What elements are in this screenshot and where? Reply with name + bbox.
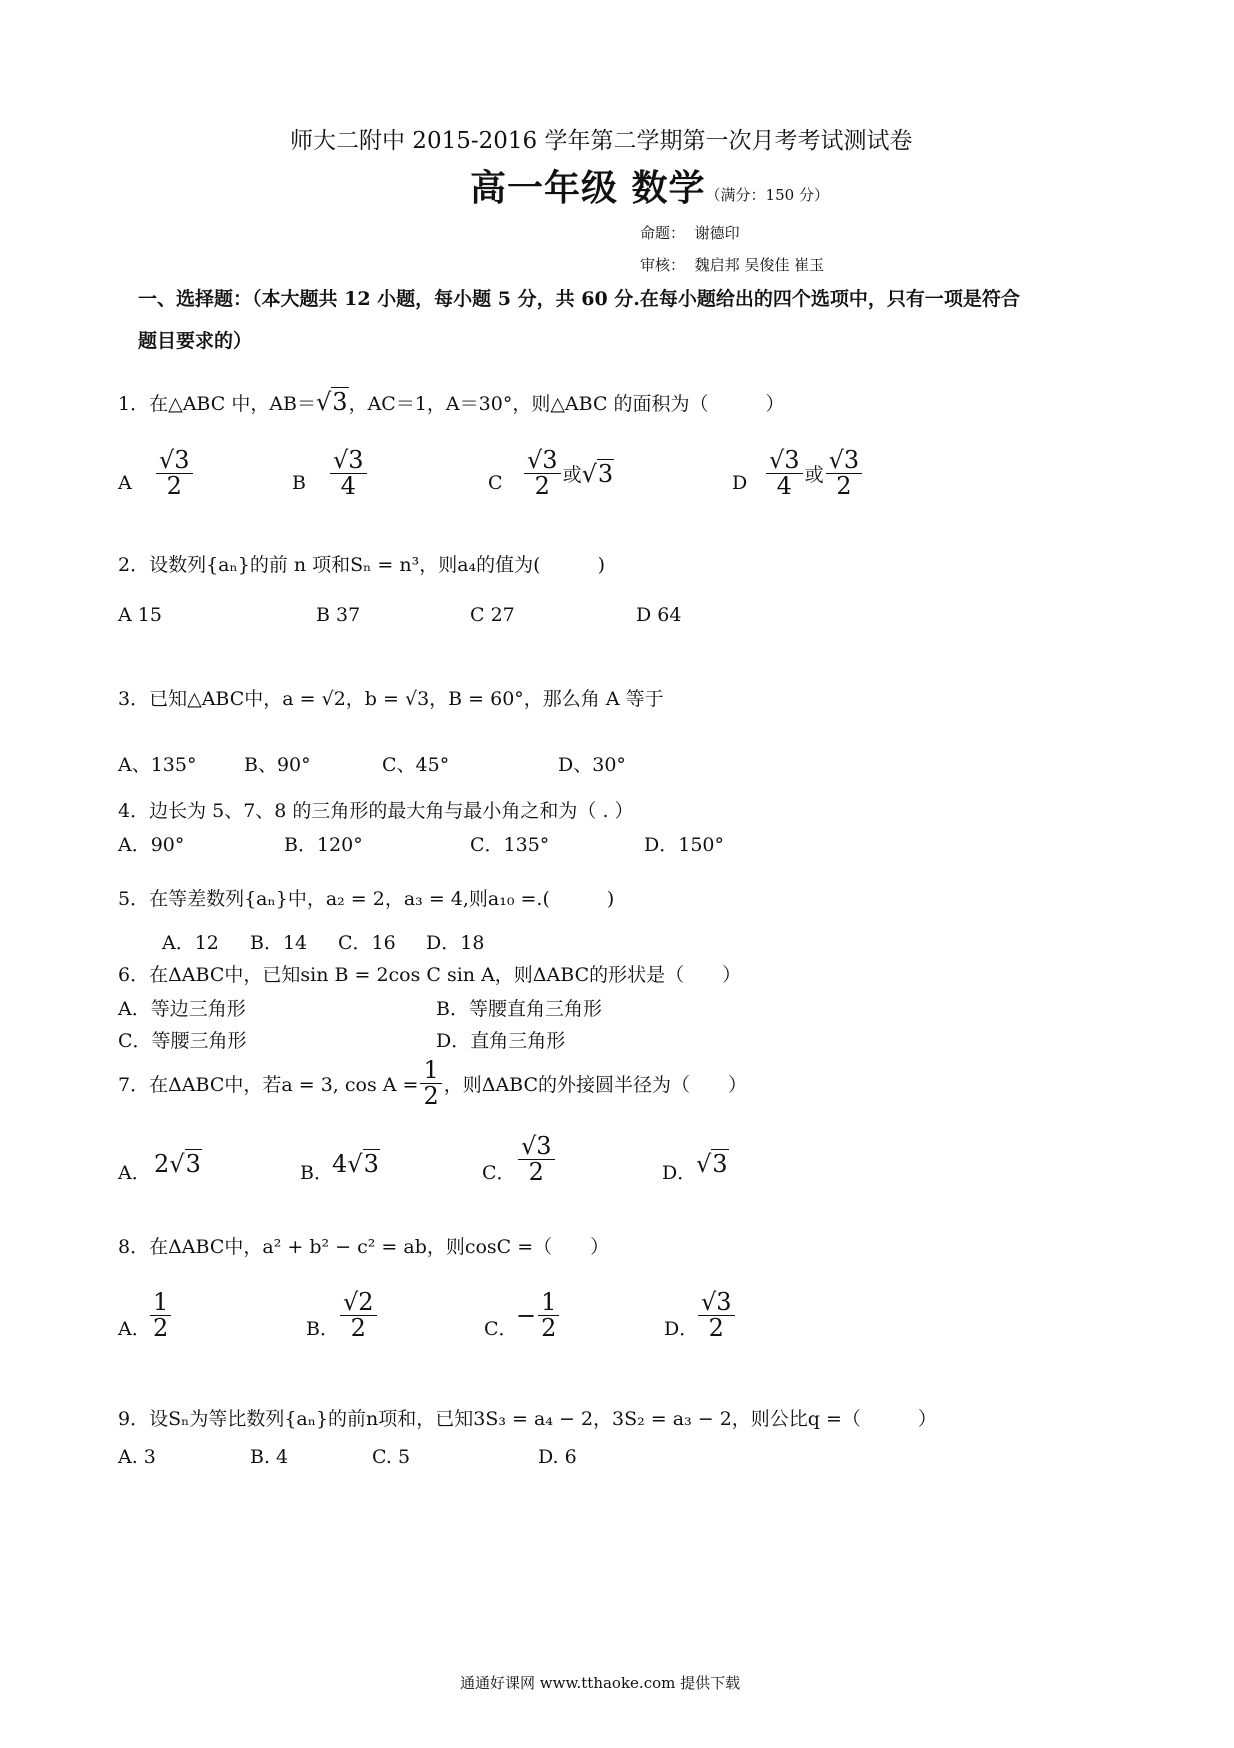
q1-option-d-expr xyxy=(764,448,864,499)
q1-stem-part2: ，AC＝1，A＝30°，则△ABC 的面积为（ ） xyxy=(348,393,785,415)
q1-option-a-fraction: $\frac{√3}{2}$ xyxy=(156,448,193,499)
q1-stem xyxy=(118,388,785,416)
q2-option-a: A 15 xyxy=(118,604,162,626)
sqrt3-expression: √3 xyxy=(316,388,348,416)
q6-option-b: B．等腰直角三角形 xyxy=(436,998,602,1020)
q1-option-b-label: B xyxy=(292,472,306,494)
q4-option-a: A．90° xyxy=(118,834,185,856)
exam-subtitle: 高一年级 数学 xyxy=(470,167,706,209)
q7-option-b-label: B． xyxy=(300,1162,333,1184)
q1-option-a-label: A xyxy=(118,472,132,494)
q8-option-c-label: C． xyxy=(484,1318,518,1340)
author-label: 命题： xyxy=(640,224,686,242)
q8-option-b-label: B． xyxy=(306,1318,339,1340)
q3-option-b: B、90° xyxy=(244,754,311,776)
q3-option-c: C、45° xyxy=(382,754,450,776)
q7-stem-part1: 7．在ΔABC中，若a = 3, cos A = xyxy=(118,1074,419,1097)
q8-option-d-value: $\frac{√3}{2}$ xyxy=(698,1290,735,1341)
reviewer-label: 审核： xyxy=(640,256,686,274)
q4-option-b: B．120° xyxy=(284,834,363,856)
q1-option-c-or: 或 xyxy=(562,464,582,487)
exam-subtitle-block xyxy=(470,160,829,211)
q5-option-a: A．12 xyxy=(162,932,219,954)
q2-option-b: B 37 xyxy=(316,604,361,626)
author-line xyxy=(640,222,740,243)
q6-option-a: A．等边三角形 xyxy=(118,998,246,1020)
q3-option-a: A、135° xyxy=(118,754,197,776)
exam-title: 师大二附中 2015-2016 学年第二学期第一次月考考试测试卷 xyxy=(290,128,913,154)
reviewer-line xyxy=(640,254,824,275)
q1-option-c-expr xyxy=(522,448,614,499)
q1-option-d-fraction1: $\frac{√3}{4}$ xyxy=(766,448,803,499)
q8-option-a-value: $\frac{1}{2}$ xyxy=(150,1290,171,1341)
q8-option-c-value: − $\frac{1}{2}$ xyxy=(516,1290,561,1341)
q8-option-a-label: A． xyxy=(118,1318,151,1340)
section-heading-line2: 题目要求的） xyxy=(138,330,253,352)
q9-stem: 9．设Sₙ为等比数列{aₙ}的前n项和，已知3S₃ = a₄ − 2，3S₂ = a₃ − 2，则公比q =（ ） xyxy=(118,1408,937,1430)
q2-stem: 2．设数列{aₙ}的前 n 项和Sₙ = n³，则a₄的值为( ) xyxy=(118,554,605,576)
q5-option-c: C．16 xyxy=(338,932,396,954)
q7-option-a-value: 2√3 xyxy=(154,1150,201,1178)
q1-option-d-label: D xyxy=(732,472,748,494)
q4-stem: 4．边长为 5、7、8 的三角形的最大角与最小角之和为（ . ） xyxy=(118,800,634,822)
q7-option-d-value: √3 xyxy=(696,1150,728,1178)
q9-option-a: A. 3 xyxy=(118,1446,156,1468)
q1-option-d-or: 或 xyxy=(804,464,824,487)
q4-option-c: C．135° xyxy=(470,834,550,856)
q3-stem: 3．已知△ABC中，a = √2，b = √3，B = 60°，那么角 A 等于 xyxy=(118,688,664,710)
score-note: （满分：150 分） xyxy=(705,186,829,204)
q1-option-c-sqrt: √3 xyxy=(581,459,614,488)
q7-option-b-value: 4√3 xyxy=(332,1150,379,1178)
q5-option-d: D．18 xyxy=(426,932,485,954)
q7-option-c-label: C． xyxy=(482,1162,516,1184)
q1-option-b-fraction: $\frac{√3}{4}$ xyxy=(330,448,367,499)
q1-option-c-label: C xyxy=(488,472,503,494)
q6-option-d: D．直角三角形 xyxy=(436,1030,566,1052)
q9-option-d: D. 6 xyxy=(538,1446,577,1468)
q5-option-b: B．14 xyxy=(250,932,308,954)
q9-option-b: B. 4 xyxy=(250,1446,289,1468)
q7-option-c-value: $\frac{√3}{2}$ xyxy=(518,1134,555,1185)
q2-option-d: D 64 xyxy=(636,604,682,626)
q5-stem: 5．在等差数列{aₙ}中，a₂ = 2，a₃ = 4,则a₁₀ =.( ) xyxy=(118,888,615,910)
q1-option-c-fraction: $\frac{√3}{2}$ xyxy=(524,448,561,499)
q6-stem: 6．在ΔABC中，已知sin B = 2cos C sin A，则ΔABC的形状是（ ） xyxy=(118,964,742,986)
author-name: 谢德印 xyxy=(694,224,740,242)
q8-option-d-label: D． xyxy=(664,1318,699,1340)
q1-option-d-fraction2: $\frac{√3}{2}$ xyxy=(826,448,863,499)
q2-option-c: C 27 xyxy=(470,604,515,626)
q7-option-a-label: A． xyxy=(118,1162,151,1184)
q8-stem: 8．在ΔABC中，a² + b² − c² = ab，则cosC =（ ） xyxy=(118,1236,610,1258)
q4-option-d: D．150° xyxy=(644,834,724,856)
q7-stem xyxy=(118,1058,747,1109)
q3-option-d: D、30° xyxy=(558,754,626,776)
reviewer-names: 魏启邦 吴俊佳 崔玉 xyxy=(694,256,825,274)
q8-option-b-value: $\frac{√2}{2}$ xyxy=(340,1290,377,1341)
q1-stem-part1: 1．在△ABC 中，AB＝ xyxy=(118,393,316,415)
page-footer: 通通好课网 www.tthaoke.com 提供下载 xyxy=(460,1674,741,1692)
q9-option-c: C. 5 xyxy=(372,1446,411,1468)
q7-stem-part2: ，则ΔABC的外接圆半径为（ ） xyxy=(443,1074,748,1097)
q7-half-fraction: $\frac{1}{2}$ xyxy=(420,1058,441,1109)
section-heading-line1: 一、选择题：（本大题共 12 小题，每小题 5 分，共 60 分.在每小题给出的四个选项中，只有一项是符合 xyxy=(138,288,1020,310)
q6-option-c: C．等腰三角形 xyxy=(118,1030,247,1052)
q7-option-d-label: D． xyxy=(662,1162,697,1184)
